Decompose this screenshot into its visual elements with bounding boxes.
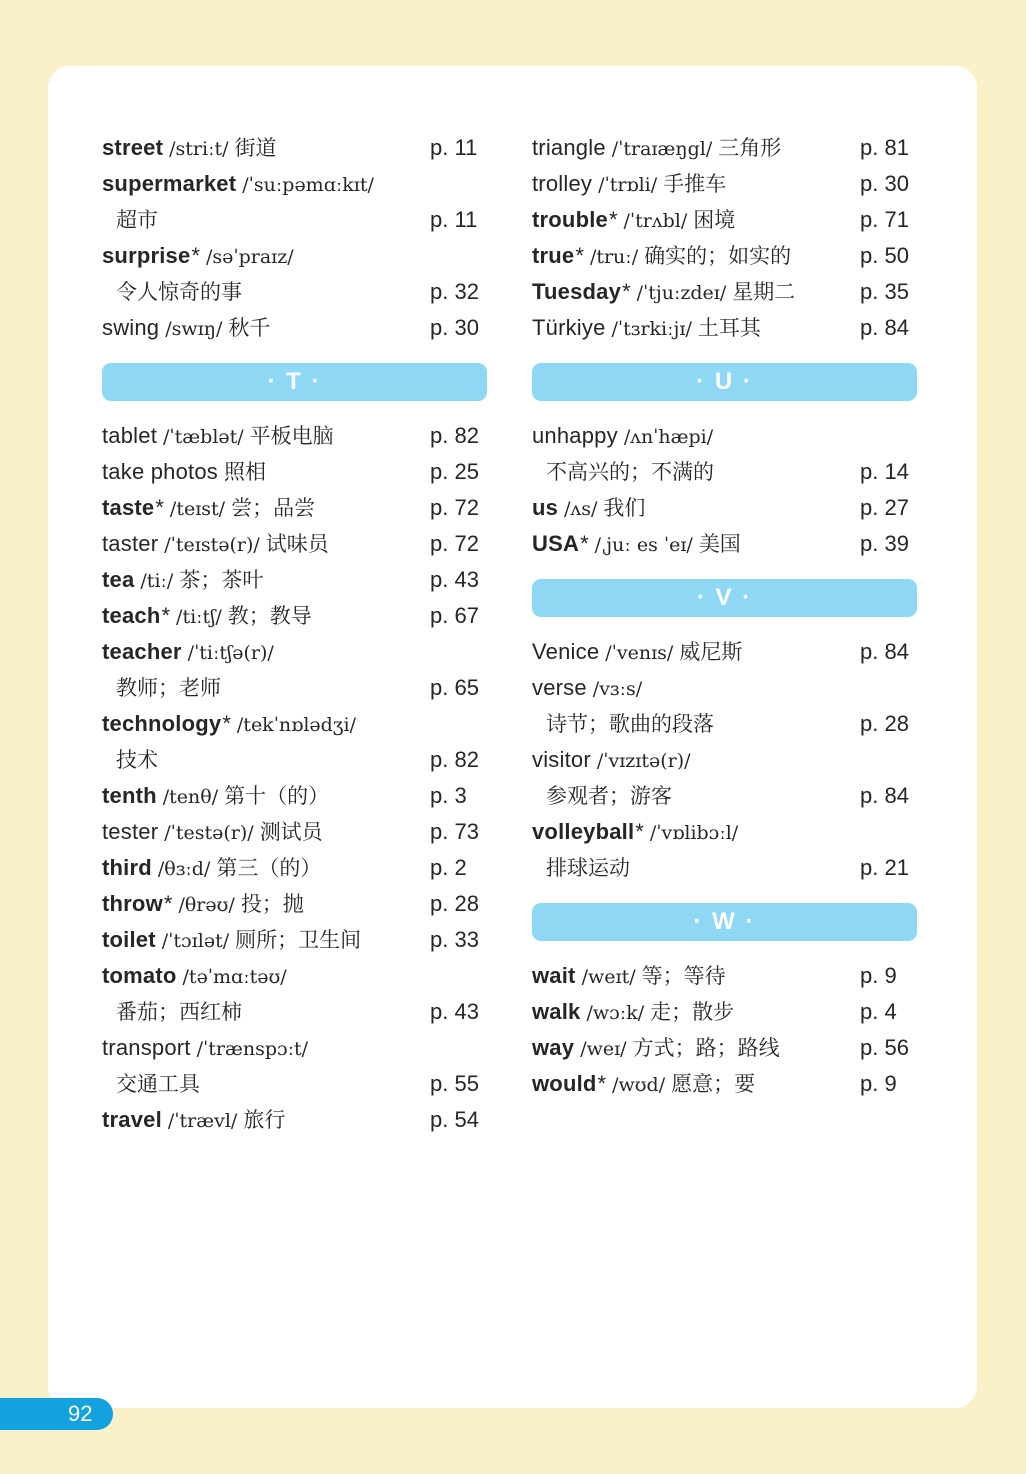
page-reference: p. 81 (860, 135, 909, 160)
entry-headword-line (102, 454, 490, 490)
chinese-meaning: 教；教导 (227, 604, 312, 628)
phonetic-transcription: /ˈtæblət/ (163, 426, 244, 448)
headword: way (532, 1035, 575, 1060)
headword: tea (102, 567, 135, 592)
phonetic-transcription: /tiː/ (140, 570, 174, 592)
headword: tester (102, 819, 159, 844)
glossary-entry (532, 1066, 920, 1102)
phonetic-transcription: /ˈteɪstə(r)/ (164, 534, 260, 556)
page-reference: p. 14 (860, 459, 909, 484)
entry-headword-line (102, 1030, 490, 1066)
chinese-meaning: 三角形 (718, 136, 782, 160)
page-reference: p. 4 (860, 999, 897, 1024)
key-word-star-icon: * (191, 243, 200, 268)
headword: triangle (532, 135, 606, 160)
page-reference: p. 72 (430, 495, 479, 520)
glossary-entry (532, 814, 920, 886)
glossary-entry (532, 634, 920, 670)
key-word-star-icon: * (580, 531, 589, 556)
glossary-entry (102, 526, 490, 562)
glossary-entry (102, 562, 490, 598)
glossary-entry (102, 166, 490, 238)
page-reference: p. 28 (860, 711, 909, 736)
headword: unhappy (532, 423, 618, 448)
phonetic-transcription: /ˈtraɪæŋgl/ (611, 138, 713, 160)
entry-headword-line (532, 634, 920, 670)
glossary-entry (102, 238, 490, 310)
headword: teacher (102, 639, 182, 664)
chinese-meaning: 确实的；如实的 (644, 244, 792, 268)
headword: transport (102, 1035, 191, 1060)
page-reference: p. 43 (430, 567, 479, 592)
entry-headword-line (532, 994, 920, 1030)
headword: tomato (102, 963, 177, 988)
phonetic-transcription: /ˈtɜrkiːjɪ/ (611, 318, 692, 340)
entry-headword-line (102, 490, 490, 526)
key-word-star-icon: * (635, 819, 644, 844)
headword: teach (102, 603, 161, 628)
chinese-meaning: 技术 (116, 748, 158, 772)
phonetic-transcription: /truː/ (589, 246, 639, 268)
page-reference: p. 43 (430, 999, 479, 1024)
chinese-meaning: 第三（的） (216, 856, 322, 880)
page-reference: p. 33 (430, 927, 479, 952)
headword: street (102, 135, 164, 160)
page-reference: p. 72 (430, 531, 479, 556)
glossary-entry (532, 1030, 920, 1066)
glossary-entry (532, 130, 920, 166)
headword: toilet (102, 927, 156, 952)
page-reference: p. 84 (860, 315, 909, 340)
page-reference: p. 30 (860, 171, 909, 196)
phonetic-transcription: /ˈvɪzɪtə(r)/ (596, 750, 691, 772)
chinese-meaning: 方式；路；路线 (632, 1036, 780, 1060)
phonetic-transcription: /tenθ/ (162, 786, 219, 808)
entry-headword-line (102, 418, 490, 454)
page-number: 92 (68, 1401, 93, 1426)
phonetic-transcription: /wʊd/ (612, 1074, 666, 1096)
headword: Venice (532, 639, 600, 664)
phonetic-transcription: /θɜːd/ (157, 858, 211, 880)
headword: trouble (532, 207, 608, 232)
chinese-meaning: 等；等待 (641, 964, 726, 988)
entry-headword-line (532, 490, 920, 526)
glossary-entry (532, 238, 920, 274)
entry-headword-line (532, 814, 920, 850)
entry-headword-line (532, 526, 920, 562)
headword: USA (532, 531, 580, 556)
chinese-meaning: 旅行 (243, 1108, 286, 1132)
chinese-meaning: 不高兴的；不满的 (546, 460, 714, 484)
glossary-entry (532, 742, 920, 814)
glossary-entry (532, 958, 920, 994)
entry-headword-line (532, 742, 920, 778)
glossary-entry (532, 202, 920, 238)
entry-headword-line (102, 130, 490, 166)
page-reference: p. 65 (430, 675, 479, 700)
entry-continuation-line (532, 850, 920, 886)
glossary-column-left (102, 130, 490, 1138)
headword: tablet (102, 423, 158, 448)
glossary-entry (102, 418, 490, 454)
phonetic-transcription: /ˈsuːpəmɑːkɪt/ (242, 174, 374, 196)
glossary-column-right (532, 130, 920, 1102)
entry-continuation-line (532, 778, 920, 814)
entry-headword-line (532, 202, 920, 238)
entry-headword-line (102, 706, 490, 742)
chinese-meaning: 茶；茶叶 (179, 568, 264, 592)
section-header-segment (102, 346, 490, 418)
phonetic-transcription: /ˈtiːtʃə(r)/ (187, 642, 274, 664)
headword: volleyball (532, 819, 635, 844)
entry-headword-line (532, 238, 920, 274)
page-reference: p. 56 (860, 1035, 909, 1060)
page-reference: p. 11 (430, 207, 478, 232)
entry-continuation-line (102, 274, 490, 310)
headword: technology (102, 711, 222, 736)
headword: verse (532, 675, 587, 700)
phonetic-transcription: /ˈtrænspɔːt/ (196, 1038, 309, 1060)
chinese-meaning: 星期二 (732, 280, 796, 304)
headword: travel (102, 1107, 162, 1132)
glossary-entry (102, 1030, 490, 1102)
entry-headword-line (102, 850, 490, 886)
chinese-meaning: 厕所；卫生间 (235, 928, 362, 952)
headword: us (532, 495, 559, 520)
glossary-entry (102, 634, 490, 706)
phonetic-transcription: /striːt/ (169, 138, 229, 160)
page-reference: p. 82 (430, 423, 479, 448)
phonetic-transcription: /ˌjuː es ˈeɪ/ (594, 534, 693, 556)
entry-continuation-line (102, 1066, 490, 1102)
entry-headword-line (532, 958, 920, 994)
phonetic-transcription: /weɪt/ (581, 966, 636, 988)
glossary-entry (532, 166, 920, 202)
glossary-entry (102, 778, 490, 814)
phonetic-transcription: /ˈvenɪs/ (605, 642, 674, 664)
entry-continuation-line (532, 454, 920, 490)
entry-headword-line (102, 634, 490, 670)
headword: swing (102, 315, 160, 340)
key-word-star-icon: * (161, 603, 171, 628)
entry-headword-line (102, 1102, 490, 1138)
glossary-entry (102, 130, 490, 166)
chinese-meaning: 交通工具 (116, 1072, 200, 1096)
chinese-meaning: 走；散步 (650, 1000, 735, 1024)
entry-headword-line (532, 418, 920, 454)
key-word-star-icon: * (622, 279, 631, 304)
chinese-meaning: 尝；品尝 (231, 496, 316, 520)
phonetic-transcription: /ʌs/ (564, 498, 598, 520)
phonetic-transcription: /ˈvɒlibɔːl/ (649, 822, 739, 844)
page-reference: p. 3 (430, 783, 467, 808)
entry-headword-line (532, 130, 920, 166)
glossary-entry (102, 850, 490, 886)
phonetic-transcription: /ˈtɔɪlət/ (161, 930, 230, 952)
phonetic-transcription: /teɪst/ (169, 498, 226, 520)
chinese-meaning: 测试员 (259, 820, 323, 844)
headword: trolley (532, 171, 593, 196)
page-reference: p. 2 (430, 855, 467, 880)
key-word-star-icon: * (608, 207, 618, 232)
entry-headword-line (532, 670, 920, 706)
section-header-segment (532, 346, 920, 418)
page-reference: p. 54 (430, 1107, 479, 1132)
phonetic-transcription: /ʌnˈhæpi/ (623, 426, 714, 448)
chinese-meaning: 我们 (603, 496, 646, 520)
chinese-meaning: 投；抛 (240, 892, 304, 916)
chinese-meaning: 超市 (116, 208, 158, 232)
section-letter-header: · U · (532, 363, 917, 401)
page-reference: p. 30 (430, 315, 479, 340)
headword: true (532, 243, 575, 268)
glossary-entry (532, 670, 920, 742)
headword: tenth (102, 783, 157, 808)
glossary-entry (532, 994, 920, 1030)
glossary-entry (532, 274, 920, 310)
entry-headword-line (102, 562, 490, 598)
key-word-star-icon: * (222, 711, 231, 736)
headword: Türkiye (532, 315, 606, 340)
glossary-entry (102, 454, 490, 490)
chinese-meaning: 街道 (234, 136, 277, 160)
section-header-segment (532, 562, 920, 634)
glossary-entry (532, 418, 920, 490)
headword: taster (102, 531, 159, 556)
headword: supermarket (102, 171, 237, 196)
headword: would (532, 1071, 597, 1096)
headword: taste (102, 495, 155, 520)
headword: surprise (102, 243, 191, 268)
page-reference: p. 84 (860, 783, 909, 808)
section-header-segment (532, 886, 920, 958)
phonetic-transcription: /ˈtjuːzdeɪ/ (636, 282, 727, 304)
entry-headword-line (102, 886, 490, 922)
chinese-meaning: 令人惊奇的事 (116, 280, 242, 304)
phonetic-transcription: /weɪ/ (580, 1038, 627, 1060)
headword: visitor (532, 747, 591, 772)
entry-headword-line (102, 238, 490, 274)
phonetic-transcription: /tekˈnɒlədʒi/ (236, 714, 357, 736)
page-number-badge (0, 1398, 113, 1430)
glossary-entry (102, 922, 490, 958)
key-word-star-icon: * (155, 495, 164, 520)
phonetic-transcription: /təˈmɑːtəʊ/ (182, 966, 287, 988)
chinese-meaning: 照相 (223, 460, 266, 484)
phonetic-transcription: /ˈtestə(r)/ (164, 822, 254, 844)
page-reference: p. 71 (860, 207, 909, 232)
entry-headword-line (102, 814, 490, 850)
chinese-meaning: 秋千 (228, 316, 271, 340)
headword: Tuesday (532, 279, 622, 304)
phonetic-transcription: /vɜːs/ (592, 678, 643, 700)
section-letter-header: · W · (532, 903, 917, 941)
glossary-entry (532, 490, 920, 526)
chinese-meaning: 第十（的） (224, 784, 330, 808)
chinese-meaning: 威尼斯 (679, 640, 743, 664)
glossary-entry (102, 886, 490, 922)
phonetic-transcription: /wɔːk/ (586, 1002, 645, 1024)
key-word-star-icon: * (163, 891, 173, 916)
page-reference: p. 25 (430, 459, 479, 484)
headword: third (102, 855, 152, 880)
page-reference: p. 82 (430, 747, 479, 772)
entry-headword-line (102, 958, 490, 994)
page-reference: p. 50 (860, 243, 909, 268)
glossary-entry (532, 526, 920, 562)
page-reference: p. 39 (860, 531, 909, 556)
entry-headword-line (532, 166, 920, 202)
chinese-meaning: 参观者；游客 (546, 784, 672, 808)
phonetic-transcription: /θrəʊ/ (178, 894, 235, 916)
page-reference: p. 27 (860, 495, 909, 520)
page-reference: p. 28 (430, 891, 479, 916)
chinese-meaning: 美国 (698, 532, 741, 556)
page-reference: p. 21 (860, 855, 909, 880)
chinese-meaning: 排球运动 (546, 856, 630, 880)
key-word-star-icon: * (597, 1071, 607, 1096)
chinese-meaning: 手推车 (663, 172, 727, 196)
section-letter-header: · T · (102, 363, 487, 401)
page-reference: p. 35 (860, 279, 909, 304)
entry-continuation-line (532, 706, 920, 742)
glossary-entry (102, 814, 490, 850)
glossary-entry (102, 706, 490, 778)
entry-continuation-line (102, 670, 490, 706)
headword: take photos (102, 459, 218, 484)
entry-headword-line (102, 310, 490, 346)
phonetic-transcription: /ˈtrɒli/ (598, 174, 658, 196)
glossary-entry (102, 1102, 490, 1138)
phonetic-transcription: /səˈpraɪz/ (205, 246, 294, 268)
page-reference: p. 84 (860, 639, 909, 664)
chinese-meaning: 平板电脑 (249, 424, 334, 448)
entry-headword-line (102, 526, 490, 562)
page-reference: p. 9 (860, 963, 897, 988)
entry-headword-line (102, 922, 490, 958)
entry-continuation-line (102, 742, 490, 778)
glossary-entry (102, 310, 490, 346)
phonetic-transcription: /tiːtʃ/ (176, 606, 222, 628)
entry-headword-line (532, 1066, 920, 1102)
headword: wait (532, 963, 576, 988)
glossary-entry (102, 490, 490, 526)
phonetic-transcription: /ˈtrʌbl/ (623, 210, 688, 232)
page-reference: p. 9 (860, 1071, 897, 1096)
phonetic-transcription: /swɪŋ/ (165, 318, 223, 340)
page-reference: p. 55 (430, 1071, 479, 1096)
entry-headword-line (532, 310, 920, 346)
phonetic-transcription: /ˈtrævl/ (167, 1110, 238, 1132)
chinese-meaning: 愿意；要 (671, 1072, 756, 1096)
entry-continuation-line (102, 994, 490, 1030)
page-reference: p. 67 (430, 603, 479, 628)
page-reference: p. 32 (430, 279, 479, 304)
headword: walk (532, 999, 581, 1024)
glossary-entry (102, 598, 490, 634)
entry-headword-line (102, 778, 490, 814)
glossary-entry (532, 310, 920, 346)
chinese-meaning: 困境 (693, 208, 736, 232)
entry-continuation-line (102, 202, 490, 238)
entry-headword-line (102, 166, 490, 202)
entry-headword-line (102, 598, 490, 634)
chinese-meaning: 试味员 (265, 532, 329, 556)
chinese-meaning: 诗节；歌曲的段落 (546, 712, 714, 736)
glossary-entry (102, 958, 490, 1030)
entry-headword-line (532, 274, 920, 310)
chinese-meaning: 番茄；西红柿 (116, 1000, 242, 1024)
key-word-star-icon: * (575, 243, 584, 268)
chinese-meaning: 土耳其 (697, 316, 761, 340)
page-reference: p. 73 (430, 819, 479, 844)
entry-headword-line (532, 1030, 920, 1066)
section-letter-header: · V · (532, 579, 917, 617)
page-reference: p. 11 (430, 135, 478, 160)
headword: throw (102, 891, 163, 916)
chinese-meaning: 教师；老师 (116, 676, 221, 700)
